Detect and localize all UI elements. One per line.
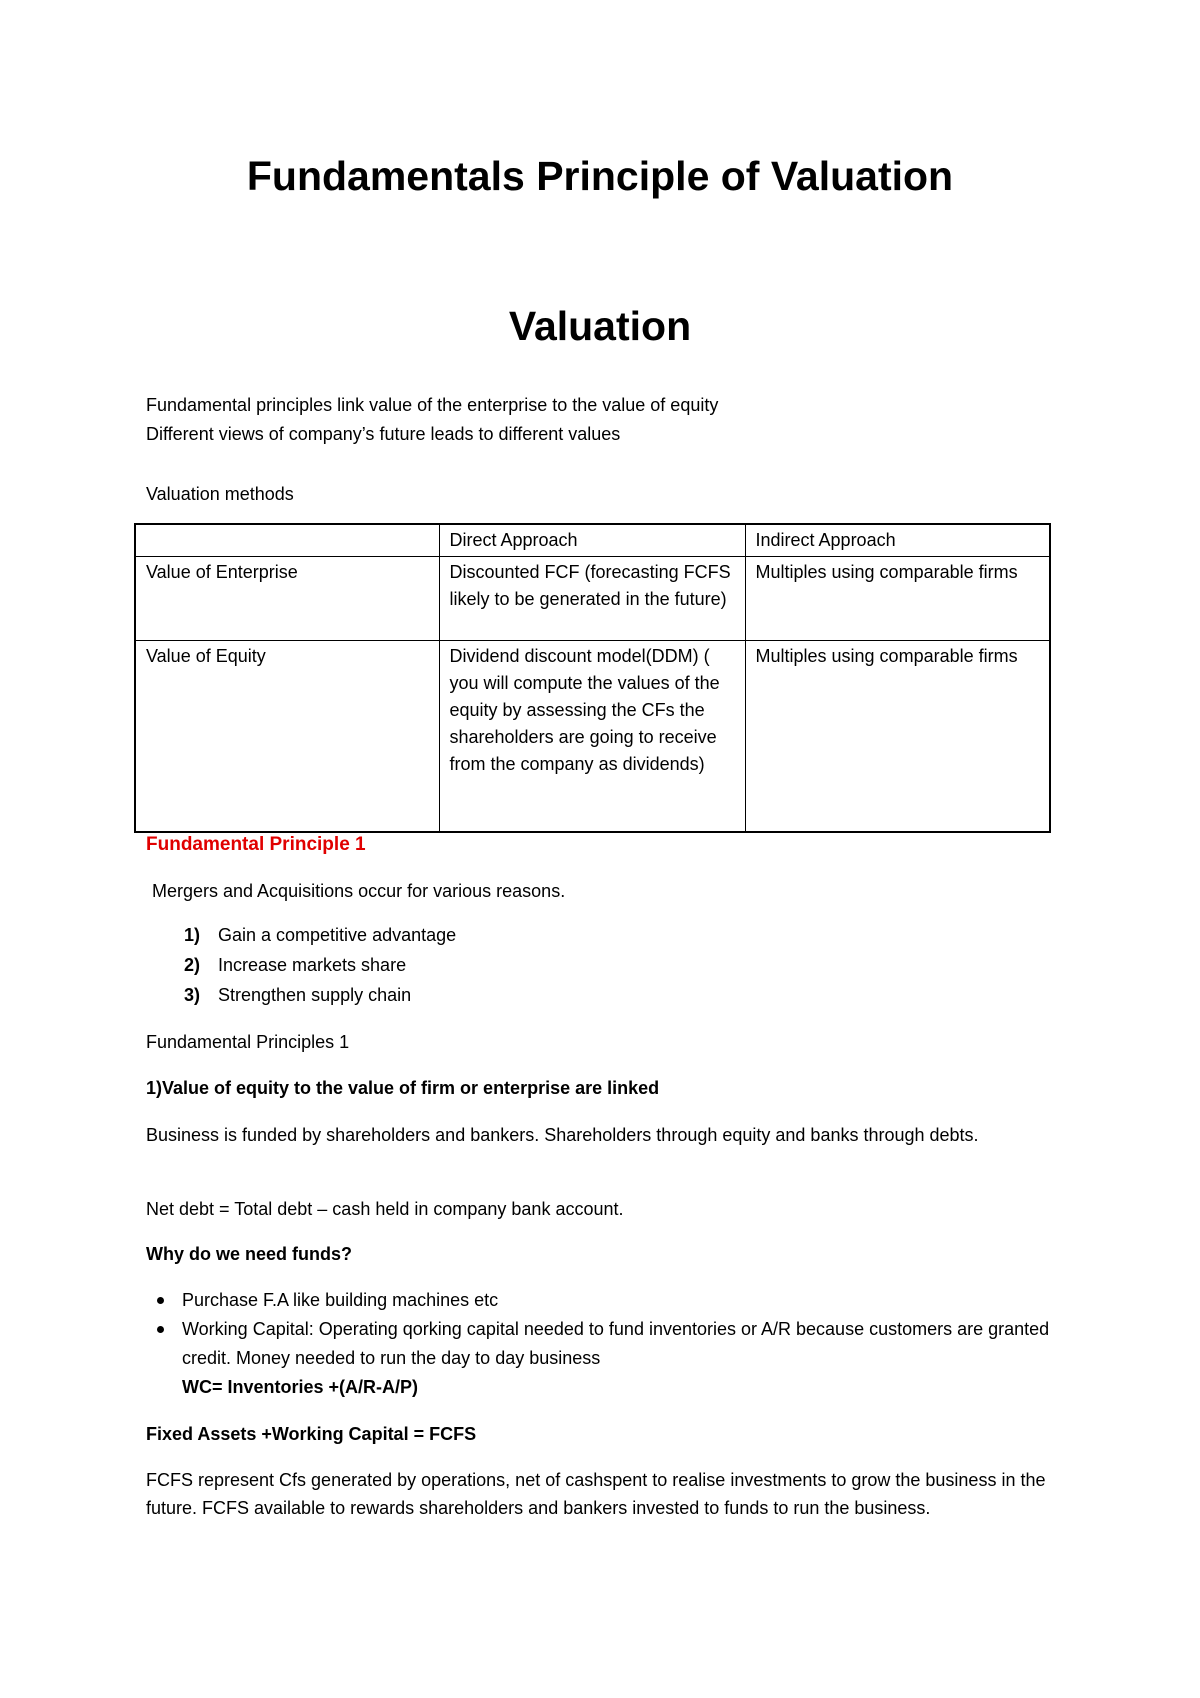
list-item-text: Strengthen supply chain <box>218 985 412 1005</box>
principle-1-heading: Fundamental Principle 1 <box>146 834 366 855</box>
section-title: Valuation <box>508 303 692 349</box>
business-text: Business is funded by shareholders and bankers. Shareholders through equity and banks through debts. <box>146 1125 979 1145</box>
table-header-cell: Direct Approach <box>439 524 745 557</box>
intro-line-1: Fundamental principles link value of the enterprise to the value of equity <box>146 395 719 415</box>
table-cell: Value of Equity <box>135 641 439 833</box>
list-number: 2) <box>184 955 201 975</box>
bullet-icon <box>157 1326 164 1333</box>
list-item-text: Purchase F.A like building machines etc <box>182 1290 499 1310</box>
valuation-methods-table <box>134 523 1051 833</box>
mergers-text: Mergers and Acquisitions occur for various reasons. <box>152 881 566 901</box>
table-cell: Multiples using comparable firms <box>745 557 1050 641</box>
list-item <box>146 980 456 1010</box>
table-header-row <box>135 524 1050 557</box>
net-debt-text: Net debt = Total debt – cash held in company bank account. <box>146 1199 624 1219</box>
reasons-list <box>146 920 456 1010</box>
why-heading: Why do we need funds? <box>146 1244 352 1264</box>
list-item-text: Increase markets share <box>218 955 407 975</box>
linked-heading: 1)Value of equity to the value of firm or enterprise are linked <box>146 1078 660 1098</box>
list-item <box>146 1315 1086 1402</box>
table-cell: Discounted FCF (forecasting FCFS likely to be generated in the future) <box>439 557 745 641</box>
list-item <box>146 1286 1086 1315</box>
table-header-cell <box>135 524 439 557</box>
table-cell: Multiples using comparable firms <box>745 641 1050 833</box>
list-item-text: Gain a competitive advantage <box>218 925 457 945</box>
list-item <box>146 950 456 980</box>
list-number: 3) <box>184 985 201 1005</box>
bullet-icon <box>157 1297 164 1304</box>
principles-1-label: Fundamental Principles 1 <box>146 1032 350 1052</box>
funds-list <box>146 1286 1086 1402</box>
document-title: Fundamentals Principle of Valuation <box>246 153 954 199</box>
list-number: 1) <box>184 925 201 945</box>
table-cell: Value of Enterprise <box>135 557 439 641</box>
table-header-cell: Indirect Approach <box>745 524 1050 557</box>
intro-line-2: Different views of company’s future leads to different values <box>146 424 621 444</box>
table-row <box>135 641 1050 833</box>
list-item <box>146 920 456 950</box>
table-row <box>135 557 1050 641</box>
fcfs-text: FCFS represent Cfs generated by operations, net of cashspent to realise investments to grow the business in the future. FCFS available to rewards shareholders and bankers invested to funds to run the business. <box>146 1470 1046 1518</box>
methods-label: Valuation methods <box>146 484 294 504</box>
table-cell: Dividend discount model(DDM) ( you will compute the values of the equity by assessing the CFs the shareholders are going to receive from the company as dividends) <box>439 641 745 833</box>
wc-formula: WC= Inventories +(A/R-A/P) <box>182 1377 419 1397</box>
fcfs-formula: Fixed Assets +Working Capital = FCFS <box>146 1424 477 1444</box>
list-item-text: Working Capital: Operating qorking capital needed to fund inventories or A/R because customers are granted credit. Money needed to run the day to day business <box>182 1319 1050 1368</box>
